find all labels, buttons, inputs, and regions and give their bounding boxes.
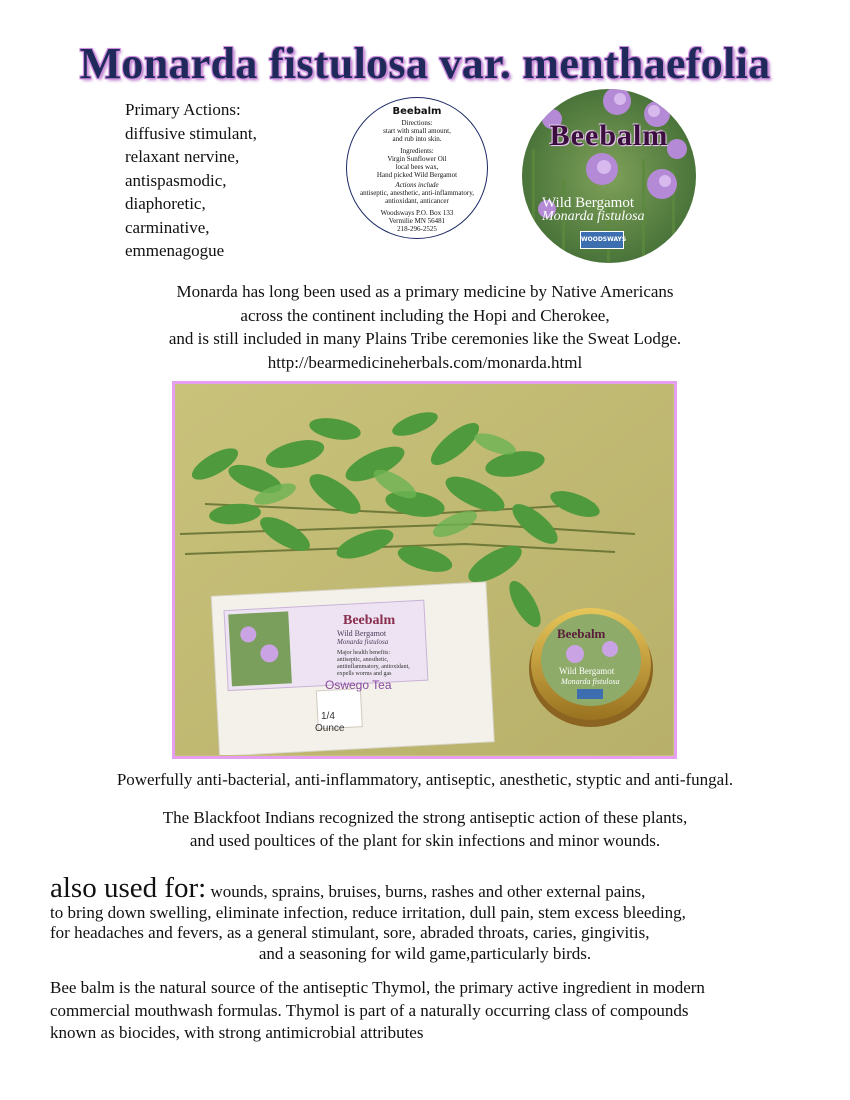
packet-weight-line: Ounce xyxy=(315,723,345,734)
front-label-title: Beebalm xyxy=(549,119,669,152)
directions-line: start with small amount, xyxy=(383,127,451,135)
thymol-line: commercial mouthwash formulas. Thymol is part of a naturally occurring class of compounds xyxy=(50,1000,689,1020)
address-line: Vermilie MN 56481 xyxy=(388,217,446,225)
source-url: http://bearmedicineherbals.com/monarda.html xyxy=(267,352,583,372)
primary-actions-heading: Primary Actions: xyxy=(125,100,241,119)
history-line: Monarda has long been used as a primary medicine by Native Americans xyxy=(176,282,674,301)
blackfoot-line: The Blackfoot Indians recognized the strong antiseptic action of these plants, xyxy=(162,808,688,827)
properties-line: Powerfully anti-bacterial, anti-inflammatory, antiseptic, anesthetic, styptic and anti-fungal. xyxy=(116,770,734,789)
ingredient-line: Hand picked Wild Bergamot xyxy=(376,171,458,179)
packet-title: Beebalm xyxy=(343,613,396,628)
ingredient-line: Virgin Sunflower Oil xyxy=(387,155,447,163)
label-actions-line: antioxidant, anticancer xyxy=(385,197,449,205)
packet-benefit-line: expells worms and gas xyxy=(337,671,392,677)
ingredients-heading: Ingredients: xyxy=(400,147,434,155)
back-label-title: Beebalm xyxy=(392,106,442,117)
woodsways-logo: WOODSWAYS xyxy=(580,231,624,249)
uses-heading: also used for: xyxy=(50,872,207,904)
address-line: 218-296-2525 xyxy=(397,225,437,233)
blackfoot-line: and used poultices of the plant for skin infections and minor wounds. xyxy=(189,831,661,850)
action-item: antispasmodic, xyxy=(125,170,227,190)
label-actions-heading: Actions include xyxy=(395,181,439,189)
uses-line: for headaches and fevers, as a general stimulant, sore, abraded throats, caries, gingivitis, xyxy=(50,923,650,942)
tin-latin-name: Monarda fistulosa xyxy=(561,677,620,686)
packet-product-name: Oswego Tea xyxy=(325,678,392,692)
front-label-common-name: Wild Bergamot xyxy=(542,195,635,211)
history-paragraph xyxy=(0,280,850,374)
uses-line: and a seasoning for wild game,particularly birds. xyxy=(258,943,592,963)
action-item: diffusive stimulant, xyxy=(125,123,257,143)
history-line: across the continent including the Hopi and Cherokee, xyxy=(240,305,610,325)
thymol-line: known as biocides, with strong antimicrobial attributes xyxy=(50,1023,424,1042)
packet-benefit-line: antiseptic, anesthetic, xyxy=(337,657,389,663)
uses-line: to bring down swelling, eliminate infection, reduce irritation, dull pain, stem excess bleeding, xyxy=(50,902,686,922)
product-photo xyxy=(172,381,677,759)
tin-title: Beebalm xyxy=(557,626,606,641)
label-actions-line: antiseptic, anesthetic, anti-inflammatory, xyxy=(359,189,475,197)
packet-common-name: Wild Bergamot xyxy=(337,629,387,638)
action-item: carminative, xyxy=(125,217,210,237)
action-item: diaphoretic, xyxy=(125,194,206,213)
history-line: and is still included in many Plains Tribe ceremonies like the Sweat Lodge. xyxy=(168,329,682,348)
page-title: Monarda fistulosa var. menthaefolia xyxy=(79,39,771,88)
directions-line: and rub into skin. xyxy=(392,135,442,143)
packet-benefit-line: antiinflammatory, antioxidant, xyxy=(337,664,410,670)
address-line: Woodsways P.O. Box 133 xyxy=(380,209,454,217)
thymol-paragraph xyxy=(50,977,830,1045)
thymol-line: Bee balm is the natural source of the antiseptic Thymol, the primary active ingredient in modern xyxy=(50,978,705,997)
uses-first-line: wounds, sprains, bruises, burns, rashes and other external pains, xyxy=(206,882,646,901)
tin-common-name: Wild Bergamot xyxy=(559,666,615,676)
uses-section xyxy=(50,872,830,964)
packet-latin-name: Monarda fistulosa xyxy=(337,638,389,646)
ingredient-line: local bees wax, xyxy=(395,163,439,171)
front-label-latin-name: Monarda fistulosa xyxy=(542,209,645,224)
tin-logo xyxy=(577,689,603,699)
directions-heading: Directions: xyxy=(401,119,433,127)
product-photo-image xyxy=(175,384,673,755)
packet-weight-line: 1/4 xyxy=(321,711,335,722)
back-label xyxy=(346,97,488,239)
packet-benefit-line: Major health benefits: xyxy=(337,650,390,656)
primary-actions xyxy=(125,98,257,263)
front-label xyxy=(522,89,696,263)
action-item: relaxant nervine, xyxy=(125,147,240,166)
action-item: emmenagogue xyxy=(125,241,225,260)
